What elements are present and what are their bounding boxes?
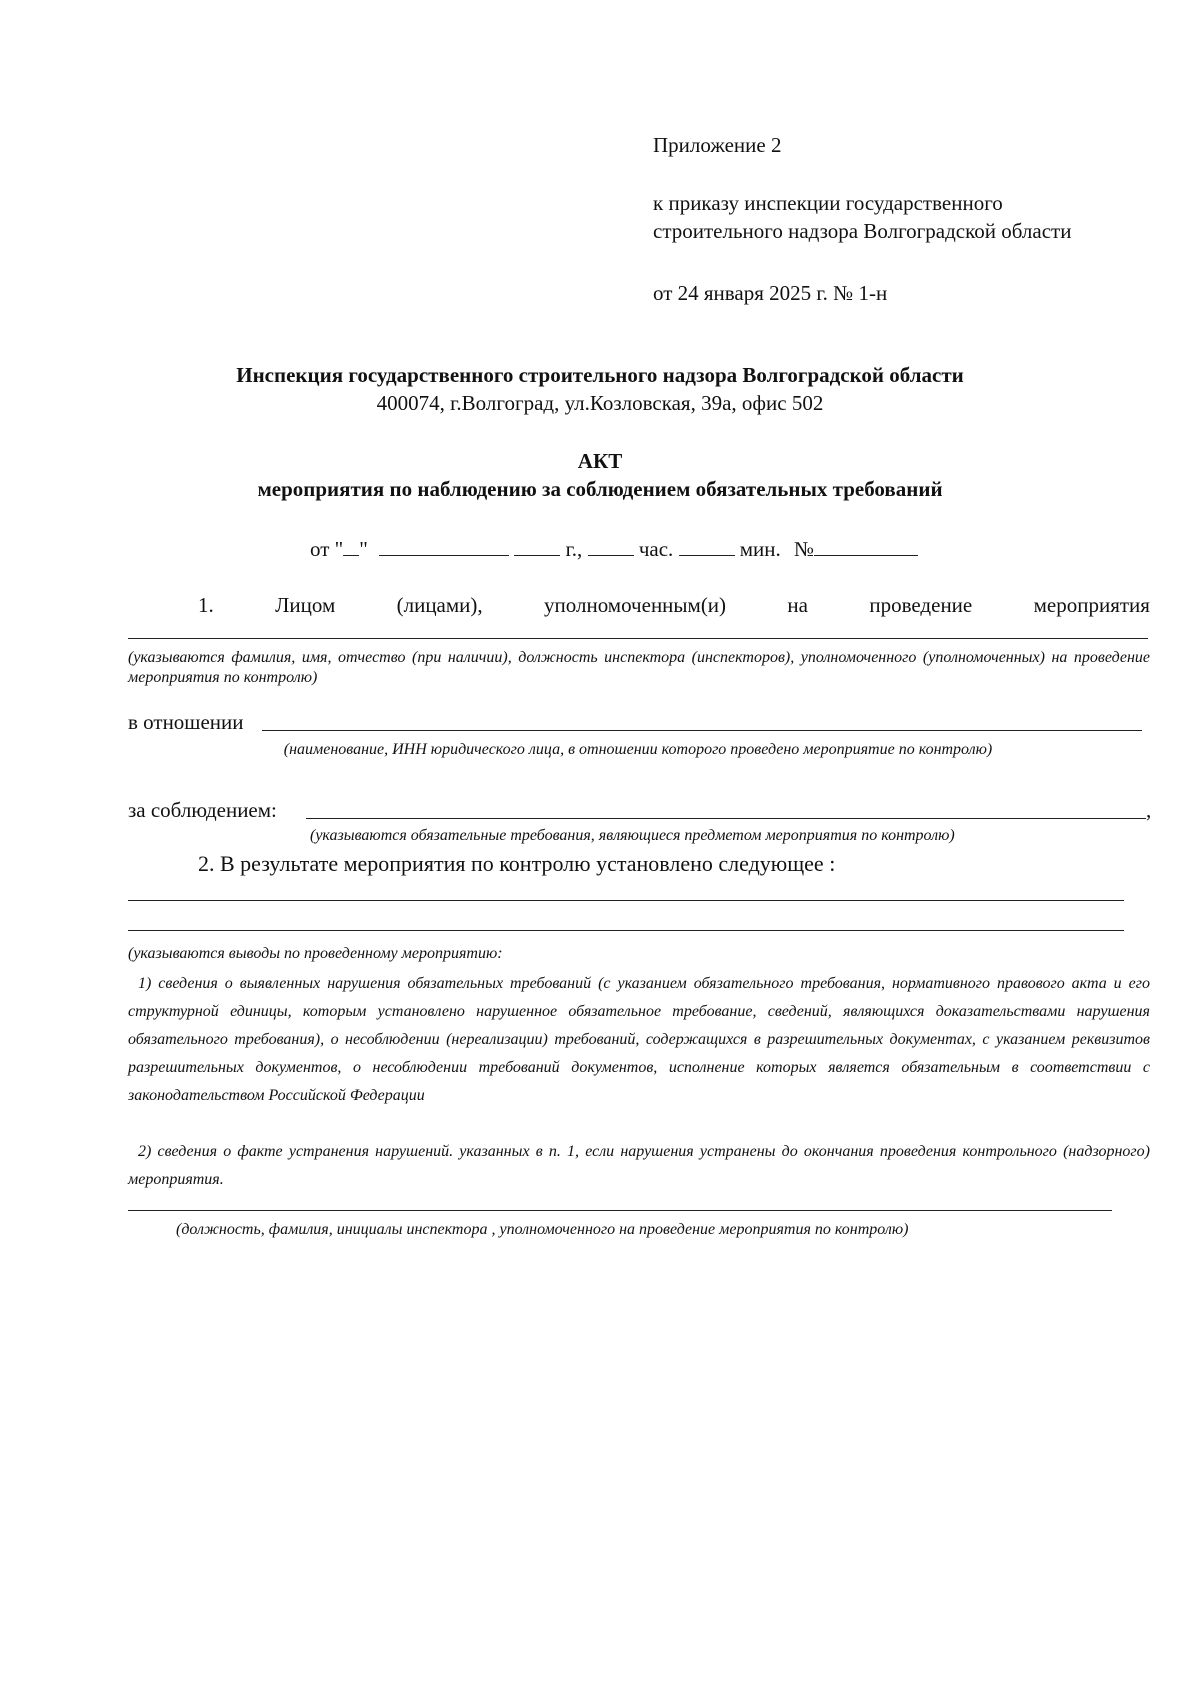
regard-fill-line[interactable]	[262, 730, 1142, 731]
hour-blank[interactable]	[588, 537, 634, 556]
compliance-fill-line[interactable]	[306, 818, 1146, 819]
section1-heading	[198, 592, 1150, 618]
order-date: от 24 января 2025 г. № 1-н	[653, 281, 888, 305]
act-date-line	[310, 536, 918, 562]
year-blank[interactable]	[514, 537, 560, 556]
organization-name: Инспекция государственного строительного надзора Волгоградской области	[236, 363, 964, 387]
hour-label: час.	[638, 537, 674, 561]
organization-address: 400074, г.Волгоград, ул.Козловская, 39а, офис 502	[376, 391, 824, 415]
act-title: АКТ	[577, 449, 623, 473]
month-blank[interactable]	[379, 537, 509, 556]
number-label: №	[794, 537, 815, 561]
date-from-label: от "	[310, 537, 344, 561]
day-blank[interactable]	[343, 537, 359, 556]
section1-word: (лицами),	[396, 593, 483, 617]
compliance-hint: (указываются обязательные требования, являющиеся предметом мероприятия по контролю)	[310, 827, 955, 844]
section1-word: на	[787, 593, 808, 617]
regard-label: в отношении	[128, 710, 244, 734]
year-suffix: г.,	[565, 537, 583, 561]
number-blank[interactable]	[814, 537, 918, 556]
compliance-label: за соблюдением:	[128, 798, 277, 822]
order-reference-line1: к приказу инспекции государственного	[653, 191, 1003, 215]
minute-blank[interactable]	[679, 537, 735, 556]
section1-number: 1.	[198, 593, 214, 617]
section1-word: уполномоченным(и)	[544, 593, 727, 617]
act-subtitle: мероприятия по наблюдению за соблюдением обязательных требований	[257, 477, 943, 501]
compliance-comma: ,	[1146, 798, 1152, 822]
findings-hint-item1: 1) сведения о выявленных нарушения обязательных требований (с указанием обязательного требования, нормативного правового акта и его структурной единицы, которым установлено нарушенное обязательное требование, сведений, являющихся доказательствами нарушения обязательного требования), о несоблюдении (нереализации) требований, содержащихся в разрешительных документах, с указанием реквизитов разрешительных документов, о несоблюдении требований документов, исполнение которых является обязательным в соответствии с законодательством Российской Федерации	[128, 975, 1150, 1104]
findings-fill-line-2[interactable]	[128, 930, 1124, 931]
signature-hint: (должность, фамилия, инициалы инспектора , уполномоченного на проведение мероприятия по контролю)	[176, 1221, 909, 1238]
appendix-label: Приложение 2	[653, 133, 782, 157]
inspector-fill-line[interactable]	[128, 638, 1148, 639]
section1-word: мероприятия	[1033, 593, 1150, 617]
findings-hint-intro: (указываются выводы по проведенному мероприятию:	[128, 945, 503, 962]
minute-label: мин.	[739, 537, 781, 561]
findings-fill-line-1[interactable]	[128, 900, 1124, 901]
order-reference-line2: строительного надзора Волгоградской области	[653, 219, 1072, 243]
signature-fill-line[interactable]	[128, 1210, 1112, 1211]
findings-hint-item2: 2) сведения о факте устранения нарушений. указанных в п. 1, если нарушения устранены до окончания проведения контрольного (надзорного) мероприятия.	[128, 1143, 1150, 1188]
section1-word: Лицом	[275, 593, 336, 617]
regard-hint: (наименование, ИНН юридического лица, в отношении которого проведено мероприятие по контролю)	[283, 741, 993, 758]
section1-word: проведение	[869, 593, 973, 617]
date-quote: "	[359, 537, 368, 561]
inspector-hint: (указываются фамилия, имя, отчество (при наличии), должность инспектора (инспекторов), уполномоченного (уполномоченных) на проведение мероприятия по контролю)	[128, 649, 1150, 686]
section2-title: 2. В результате мероприятия по контролю установлено следующее :	[198, 851, 836, 876]
